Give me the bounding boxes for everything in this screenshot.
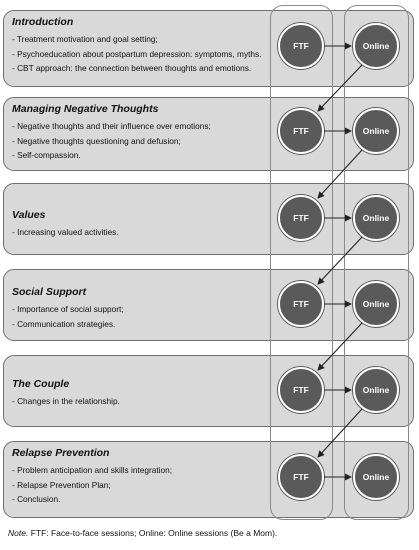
online-to-next-ftf-arrow: [318, 65, 362, 111]
module-title: Relapse Prevention: [12, 447, 110, 459]
module-topic: - Increasing valued activities.: [12, 227, 119, 237]
module-title: Values: [12, 209, 46, 221]
module-topic: - Negative thoughts questioning and defusion;: [12, 135, 181, 146]
module-topic: - Conclusion.: [12, 494, 61, 504]
online-to-next-ftf-arrow: [318, 237, 362, 284]
module-topic: - Changes in the relationship.: [12, 396, 120, 406]
module-topic: - Negative thoughts and their influence over emotions;: [12, 121, 211, 131]
module-topic: - Treatment motivation and goal setting;: [12, 34, 158, 44]
online-to-next-ftf-arrow: [318, 323, 362, 370]
module-title: The Couple: [12, 378, 70, 390]
module-title: Introduction: [12, 16, 74, 28]
ftf-session-circle: FTF: [278, 454, 324, 500]
online-to-next-ftf-arrow: [318, 409, 362, 457]
ftf-session-circle: FTF: [278, 195, 324, 241]
module-topic: - Importance of social support;: [12, 304, 124, 314]
online-session-circle: Online: [353, 23, 399, 69]
note-prefix: Note.: [8, 528, 29, 538]
figure-note: [8, 528, 277, 539]
module-title: Managing Negative Thoughts: [12, 103, 159, 115]
ftf-session-circle: FTF: [278, 108, 324, 154]
online-session-circle: Online: [353, 367, 399, 413]
module-topic: - Self-compassion.: [12, 150, 81, 160]
ftf-session-circle: FTF: [278, 367, 324, 413]
online-session-circle: Online: [353, 108, 399, 154]
ftf-session-circle: FTF: [278, 23, 324, 69]
ftf-session-circle: FTF: [278, 281, 324, 327]
online-to-next-ftf-arrow: [318, 150, 362, 198]
online-session-circle: Online: [353, 454, 399, 500]
online-session-circle: Online: [353, 195, 399, 241]
module-topic: - Communication strategies.: [12, 318, 116, 329]
module-topic: - CBT approach: the connection between thoughts and emotions.: [12, 63, 252, 73]
module-topic: - Psychoeducation about postpartum depression: symptoms, myths.: [12, 48, 262, 59]
module-topic: - Problem anticipation and skills integration;: [12, 465, 173, 475]
module-title: Social Support: [12, 286, 87, 298]
note-text: FTF: Face-to-face sessions; Online: Online sessions (Be a Mom).: [28, 528, 278, 538]
module-topic: - Relapse Prevention Plan;: [12, 479, 111, 490]
online-session-circle: Online: [353, 281, 399, 327]
